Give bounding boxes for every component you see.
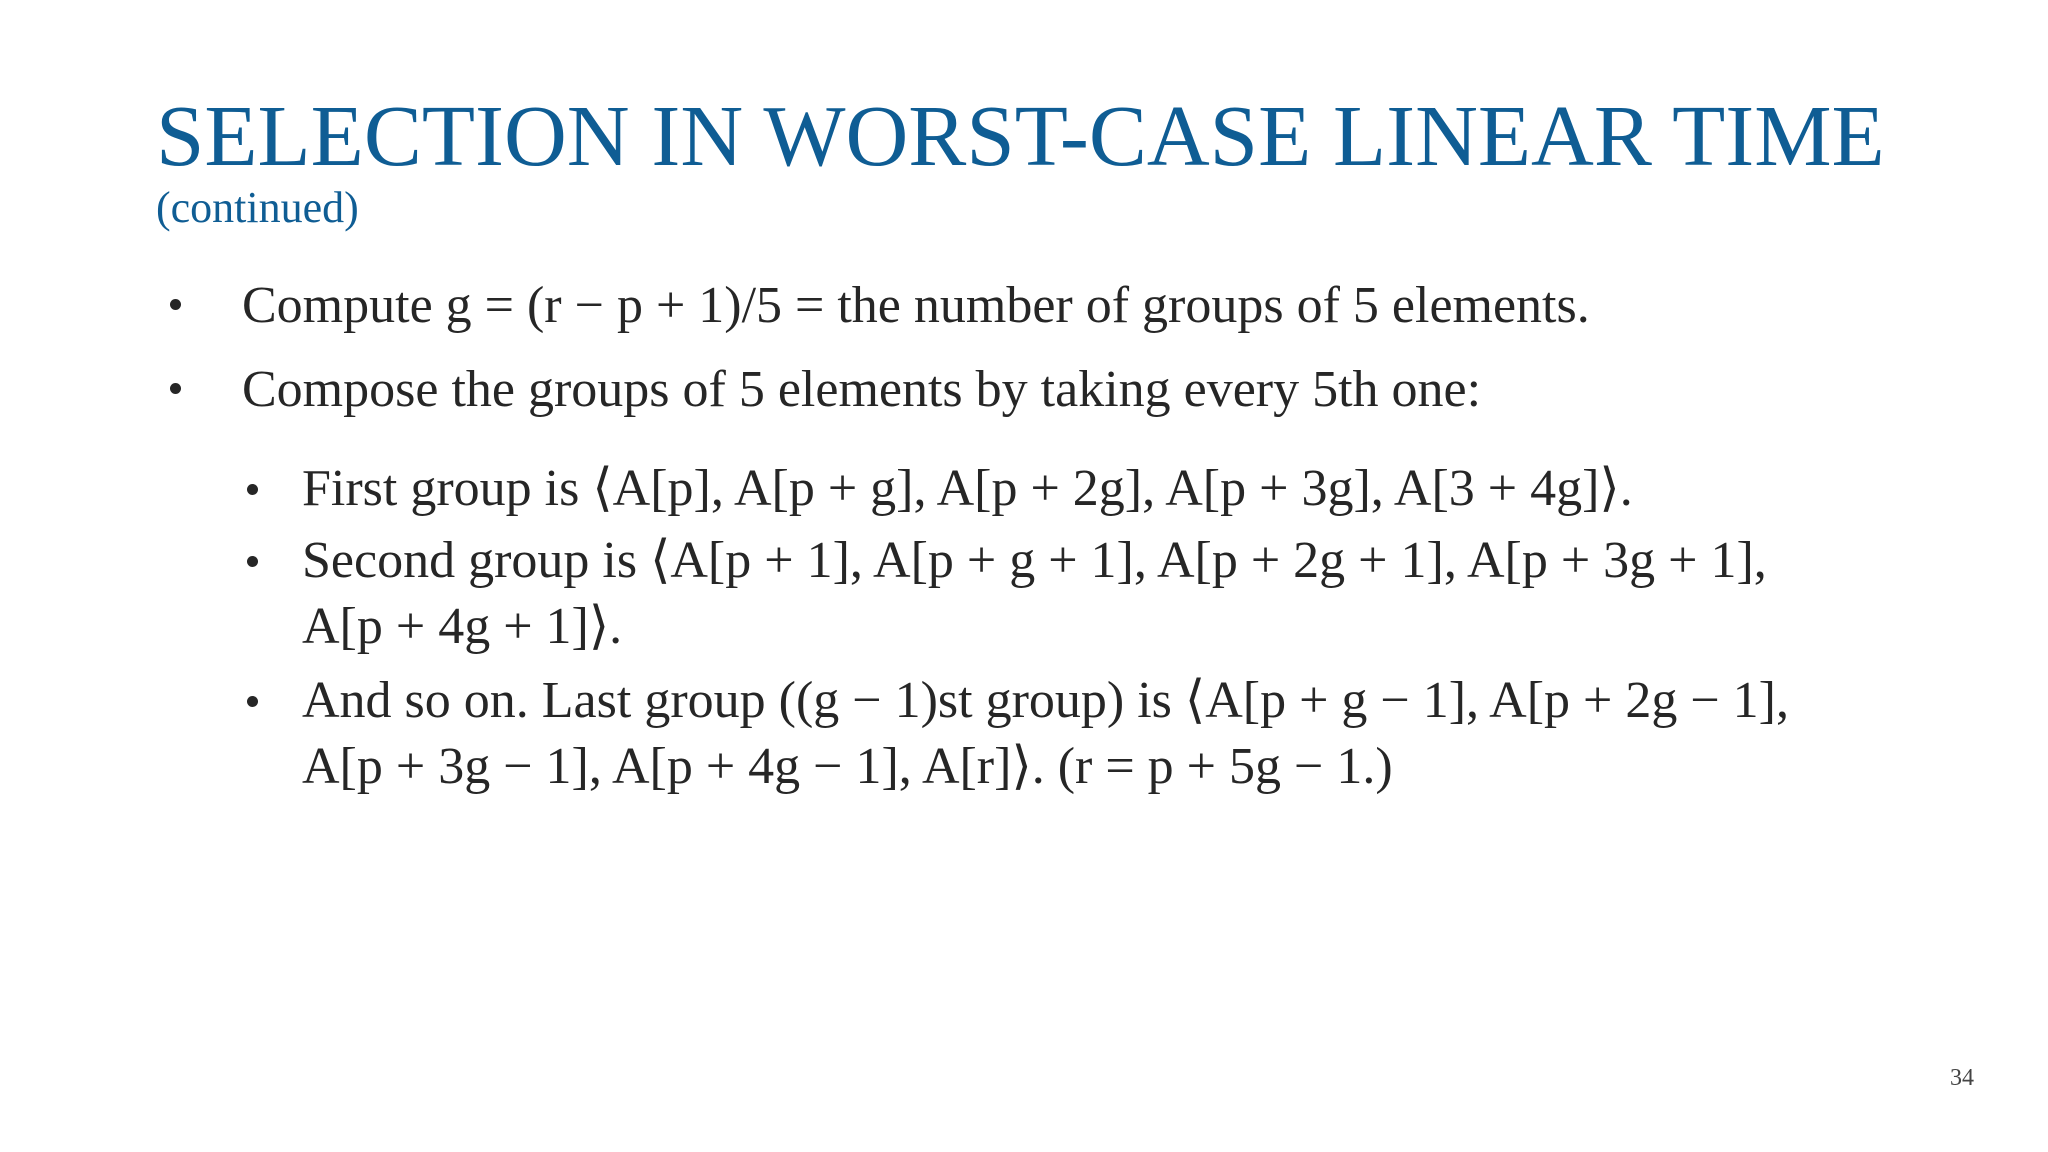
sub-bullet-text: Second group is ⟨A[p + 1], A[p + g + 1], A[p + 2g + 1], A[p + 3g + 1], bbox=[302, 532, 1767, 589]
sub-bullet-item bbox=[302, 456, 1633, 522]
sub-bullet-item bbox=[302, 668, 1789, 800]
sub-bullet-dot bbox=[247, 696, 258, 707]
sub-bullet-item bbox=[302, 528, 1767, 660]
slide-title: SELECTION IN WORST-CASE LINEAR TIME bbox=[156, 87, 1885, 184]
sub-bullet-text: And so on. Last group ((g − 1)st group) is ⟨A[p + g − 1], A[p + 2g − 1], bbox=[302, 672, 1790, 729]
slide-subtitle: (continued) bbox=[156, 183, 359, 232]
bullet-dot bbox=[170, 383, 181, 394]
page-number: 34 bbox=[1950, 1065, 1974, 1091]
bullet-item bbox=[242, 276, 1590, 336]
bullet-dot bbox=[170, 299, 181, 310]
sub-bullet-text: A[p + 4g + 1]⟩. bbox=[302, 598, 623, 655]
sub-bullet-dot bbox=[247, 556, 258, 567]
bullet-text: Compose the groups of 5 elements by taking every 5th one: bbox=[242, 361, 1482, 418]
bullet-text: Compute g = (r − p + 1)/5 = the number of groups of 5 elements. bbox=[242, 277, 1590, 334]
sub-bullet-dot bbox=[247, 484, 258, 495]
sub-bullet-text: A[p + 3g − 1], A[p + 4g − 1], A[r]⟩. (r = p + 5g − 1.) bbox=[302, 738, 1393, 795]
sub-bullet-text: First group is ⟨A[p], A[p + g], A[p + 2g], A[p + 3g], A[3 + 4g]⟩. bbox=[302, 460, 1633, 517]
bullet-item bbox=[242, 360, 1481, 420]
